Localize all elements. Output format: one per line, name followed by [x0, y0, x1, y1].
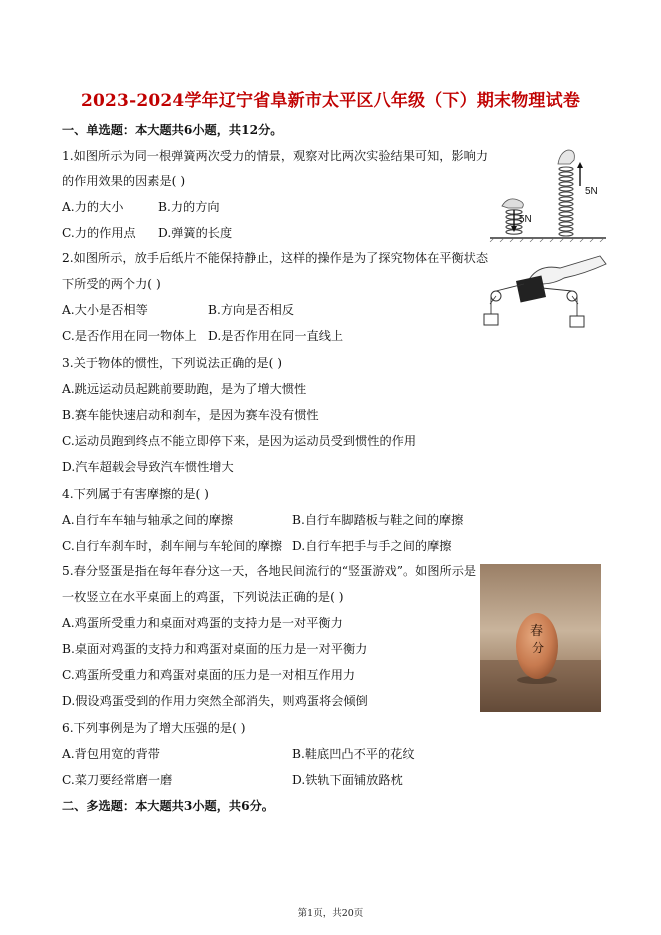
- q5-option-b[interactable]: B.桌面对鸡蛋的支持力和鸡蛋对桌面的压力是一对平衡力: [62, 642, 368, 656]
- q2-card-pulley-figure: [480, 248, 610, 330]
- q1-stem-line1: 1.如图所示为同一根弹簧两次受力的情景，观察对比两次实验结果可知，影响力: [62, 149, 489, 163]
- q6-option-a[interactable]: A.背包用宽的背带: [62, 747, 160, 761]
- q3-option-b[interactable]: B.赛车能快速启动和刹车，是因为赛车没有惯性: [62, 408, 319, 422]
- q2-stem-line1: 2.如图所示，放手后纸片不能保持静止，这样的操作是为了探究物体在平衡状态: [62, 251, 489, 265]
- q5-option-c[interactable]: C.鸡蛋所受重力和鸡蛋对桌面的压力是一对相互作用力: [62, 668, 356, 682]
- q3-option-a[interactable]: A.跳远运动员起跳前要助跑，是为了增大惯性: [62, 382, 307, 396]
- page-title: 2023-2024学年辽宁省阜新市太平区八年级（下）期末物理试卷: [80, 91, 581, 111]
- q5-option-d[interactable]: D.假设鸡蛋受到的作用力突然全部消失，则鸡蛋将会倾倒: [62, 694, 368, 708]
- q1-spring-figure: [488, 146, 608, 242]
- q5-stem-line1: 5.春分竖蛋是指在每年春分这一天，各地民间流行的“竖蛋游戏”。如图所示是: [62, 564, 477, 578]
- q2-option-d[interactable]: D.是否作用在同一直线上: [208, 329, 344, 343]
- q5-egg-text-fen: 分: [532, 641, 545, 655]
- q3-option-d[interactable]: D.汽车超载会导致汽车惯性增大: [62, 460, 234, 474]
- q4-option-b[interactable]: B.自行车脚踏板与鞋之间的摩擦: [292, 513, 464, 527]
- section-heading-single-choice: 一、单选题：本大题共6小题，共12分。: [62, 123, 283, 137]
- q6-option-b[interactable]: B.鞋底凹凸不平的花纹: [292, 747, 415, 761]
- q4-option-c[interactable]: C.自行车刹车时，刹车闸与车轮间的摩擦: [62, 539, 282, 553]
- q1-option-c[interactable]: C.力的作用点: [62, 226, 136, 240]
- q1-stem-line2: 的作用效果的因素是( ): [62, 174, 186, 188]
- q1-force-label-down: 5N: [519, 214, 532, 225]
- q6-option-d[interactable]: D.铁轨下面铺放路枕: [292, 773, 403, 787]
- section-heading-multiple-choice: 二、多选题：本大题共3小题，共6分。: [62, 799, 274, 813]
- q5-option-a[interactable]: A.鸡蛋所受重力和桌面对鸡蛋的支持力是一对平衡力: [62, 616, 343, 630]
- q4-option-a[interactable]: A.自行车车轴与轴承之间的摩擦: [62, 513, 234, 527]
- page-footer: 第1页，共20页: [297, 908, 364, 919]
- q6-option-c[interactable]: C.菜刀要经常磨一磨: [62, 773, 173, 787]
- q6-stem: 6.下列事例是为了增大压强的是( ): [62, 721, 246, 735]
- q1-option-a[interactable]: A.力的大小: [62, 200, 124, 214]
- q3-option-c[interactable]: C.运动员跑到终点不能立即停下来，是因为运动员受到惯性的作用: [62, 434, 417, 448]
- q1-force-label-up: 5N: [585, 186, 598, 197]
- q1-option-d[interactable]: D.弹簧的长度: [158, 226, 233, 240]
- q4-stem: 4.下列属于有害摩擦的是( ): [62, 487, 209, 501]
- q2-option-a[interactable]: A.大小是否相等: [62, 303, 148, 317]
- q5-egg-photo: [480, 564, 601, 712]
- q5-stem-line2: 一枚竖立在水平桌面上的鸡蛋，下列说法正确的是( ): [62, 590, 344, 604]
- q4-option-d[interactable]: D.自行车把手与手之间的摩擦: [292, 539, 452, 553]
- q2-option-c[interactable]: C.是否作用在同一物体上: [62, 329, 197, 343]
- q3-stem: 3.关于物体的惯性，下列说法正确的是( ): [62, 356, 283, 370]
- q2-option-b[interactable]: B.方向是否相反: [208, 303, 294, 317]
- q2-stem-line2: 下所受的两个力( ): [62, 277, 161, 291]
- q5-egg-text-chun: 春: [530, 624, 544, 639]
- q1-option-b[interactable]: B.力的方向: [158, 200, 220, 214]
